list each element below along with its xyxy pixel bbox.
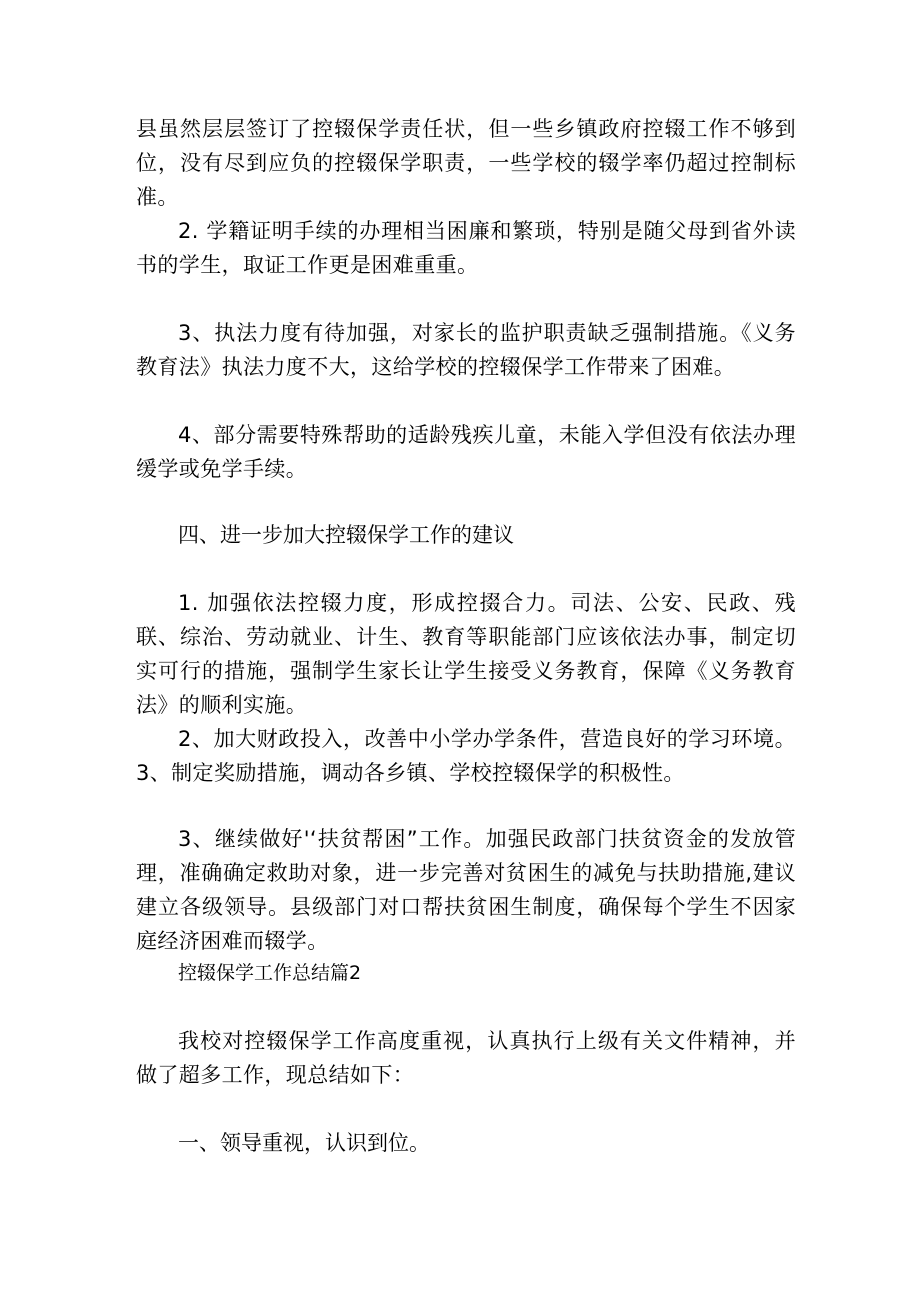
paragraph-item-3: 3、执法力度有待加强，对家长的监护职责缺乏强制措施。《义务教育法》执法力度不大，这给学校的控辍保学工作带来了困难。 (136, 321, 796, 379)
section-4-heading: 四、进一步加大控辍保学工作的建议 (178, 523, 514, 547)
section-1-heading: 一、领导重视，认识到位。 (178, 1131, 430, 1155)
article-2-title: 控辍保学工作总结篇2 (178, 962, 362, 984)
paragraph-item-2: 2. 学籍证明手续的办理相当困廉和繁琐，特别是随父母到省外读书的学生，取证工作更是困难重重。 (136, 219, 796, 277)
paragraph-item-4: 4、部分需要特殊帮助的适龄残疾儿童，未能入学但没有依法办理缓学或免学手续。 (136, 423, 796, 481)
suggestion-1: 1. 加强依法控辍力度，形成控掇合力。司法、公安、民政、残联、综治、劳动就业、计生、教育等职能部门应该依法办事，制定切实可行的措施，强制学生家长让学生接受义务教育，保障《义务教育法》的顺利实施。 (136, 591, 796, 717)
suggestion-3: 3、继续做好'‘扶贫帮困”工作。加强民政部门扶贫资金的发放管理，准确确定救助对象，进一步完善对贫困生的减免与扶助措施,建议建立各级领导。县级部门对口帮扶贫困生制度，确保每个学生不因家庭经济困难而辍学。 (136, 827, 796, 953)
paragraph-intro-2: 我校对控辍保学工作高度重视，认真执行上级有关文件精神，并做了超多工作，现总结如下： (136, 1029, 796, 1087)
suggestion-2: 2、加大财政投入，改善中小学办学条件，营造良好的学习环境。3、制定奖励措施，调动各乡镇、学校控辍保学的积极性。 (136, 727, 796, 785)
paragraph-intro: 县虽然层层签订了控辍保学责任状，但一些乡镇政府控辍工作不够到位，没有尽到应负的控辍保学职责，一些学校的辍学率仍超过控制标准。 (136, 117, 796, 209)
